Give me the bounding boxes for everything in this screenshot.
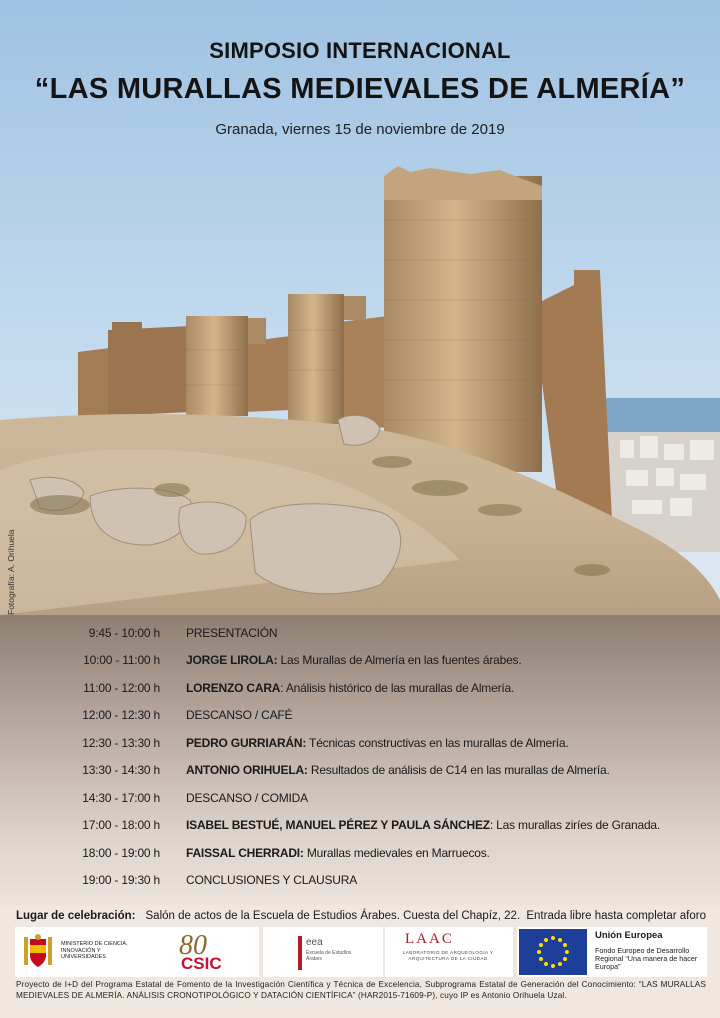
speaker: LORENZO CARA bbox=[186, 681, 281, 695]
eu-title: Unión Europea bbox=[595, 930, 663, 941]
talk-title: Resultados de análisis de C14 en las murallas de Almería. bbox=[307, 763, 610, 777]
talk-title: DESCANSO / COMIDA bbox=[186, 791, 308, 805]
schedule-row bbox=[0, 736, 720, 756]
schedule-time: 13:30 - 14:30 h bbox=[82, 763, 160, 777]
csic-80-mark: 80 bbox=[179, 930, 207, 961]
eu-flag-icon bbox=[519, 929, 587, 975]
event-title: “LAS MURALLAS MEDIEVALES DE ALMERÍA” bbox=[34, 73, 686, 105]
venue-line bbox=[16, 910, 520, 922]
eu-fund-text: Fondo Europeo de Desarrollo Regional “Una manera de hacer Europa” bbox=[595, 946, 698, 971]
schedule-time: 10:00 - 11:00 h bbox=[83, 653, 160, 667]
speaker: FAISSAL CHERRADI: bbox=[186, 846, 304, 860]
talk-title: : Análisis histórico de las murallas de Almería. bbox=[280, 681, 515, 695]
schedule-time: 12:30 - 13:30 h bbox=[82, 736, 160, 750]
schedule-time: 9:45 - 10:00 h bbox=[88, 626, 160, 640]
schedule-desc bbox=[186, 681, 514, 695]
schedule-time: 17:00 - 18:00 h bbox=[82, 818, 160, 832]
schedule-row bbox=[0, 818, 720, 838]
schedule-desc bbox=[186, 873, 357, 887]
schedule-desc bbox=[186, 626, 277, 640]
eu-logo bbox=[517, 927, 707, 977]
ministry-name: MINISTERIO DE CIENCIA, INNOVACIÓN Y UNIVERSIDADES bbox=[61, 941, 128, 960]
venue-address: Salón de actos de la Escuela de Estudios Árabes. Cuesta del Chapíz, 22. bbox=[145, 910, 521, 922]
talk-title: : Las murallas ziríes de Granada. bbox=[489, 818, 661, 832]
schedule-row bbox=[0, 626, 720, 646]
venue-label: Lugar de celebración: bbox=[16, 910, 136, 922]
event-kicker: SIMPOSIO INTERNACIONAL bbox=[209, 38, 511, 63]
schedule-desc bbox=[186, 736, 569, 750]
project-funding-note: Proyecto de I+D del Programa Estatal de Fomento de la Investigación Científica y Técnica de Excelencia, Subprograma Estatal de Generación del Conocimiento: “LAS MURALLAS MEDIEVALES DE ALMERÍA. ANÁLISIS CRONOTIPOLÓGICO Y DATACIÓN CIENTÍFICA” (HAR2015-71609-P), cuyo IP es Antonio Orihuela Uzal. bbox=[16, 980, 706, 1000]
photo-credit: Fotografía: A. Orihuela bbox=[6, 529, 16, 615]
talk-title: DESCANSO / CAFÉ bbox=[186, 708, 293, 722]
schedule-desc bbox=[186, 763, 610, 777]
speaker: ISABEL BESTUÉ, MANUEL PÉREZ Y PAULA SÁNCHEZ bbox=[186, 818, 490, 832]
schedule-row bbox=[0, 763, 720, 783]
eea-bar-icon bbox=[298, 936, 302, 970]
laac-logo bbox=[385, 927, 513, 977]
talk-title: Murallas medievales en Marruecos. bbox=[303, 846, 490, 860]
talk-title: Técnicas constructivas en las murallas de Almería. bbox=[306, 736, 569, 750]
coat-of-arms-icon bbox=[21, 933, 55, 971]
csic-wordmark: CSIC bbox=[181, 954, 222, 973]
schedule-time: 11:00 - 12:00 h bbox=[83, 681, 160, 695]
footer bbox=[0, 905, 720, 1018]
laac-wordmark: LAAC bbox=[405, 931, 454, 947]
schedule-row bbox=[0, 873, 720, 893]
program-schedule bbox=[0, 615, 720, 905]
schedule-row bbox=[0, 653, 720, 673]
eea-logo bbox=[263, 927, 383, 977]
eea-subtitle: Escuela de Estudios Árabes bbox=[306, 950, 352, 962]
talk-title: PRESENTACIÓN bbox=[186, 626, 278, 640]
schedule-time: 18:00 - 19:00 h bbox=[82, 846, 160, 860]
eu-stars-icon bbox=[519, 929, 587, 975]
schedule-time: 14:30 - 17:00 h bbox=[82, 791, 160, 805]
schedule-time: 19:00 - 19:30 h bbox=[82, 873, 160, 887]
talk-title: CONCLUSIONES Y CLAUSURA bbox=[186, 873, 358, 887]
schedule-desc bbox=[186, 791, 308, 805]
csic-logo bbox=[147, 927, 259, 977]
event-date: Granada, viernes 15 de noviembre de 2019 bbox=[215, 121, 505, 138]
schedule-row bbox=[0, 708, 720, 728]
schedule-desc bbox=[186, 818, 660, 832]
schedule-row bbox=[0, 681, 720, 701]
entry-note: Entrada libre hasta completar aforo bbox=[526, 910, 706, 922]
schedule-row bbox=[0, 791, 720, 811]
eea-wordmark: eea bbox=[306, 937, 323, 948]
speaker: PEDRO GURRIARÁN: bbox=[186, 736, 307, 750]
schedule-time: 12:00 - 12:30 h bbox=[82, 708, 160, 722]
sponsor-logos bbox=[13, 927, 707, 979]
laac-subtitle: LABORATORIO DE ARQUEOLOGÍA Y ARQUITECTURA DE LA CIUDAD bbox=[402, 950, 494, 961]
speaker: JORGE LIROLA: bbox=[186, 653, 278, 667]
speaker: ANTONIO ORIHUELA: bbox=[186, 763, 308, 777]
talk-title: Las Murallas de Almería en las fuentes árabes. bbox=[277, 653, 522, 667]
schedule-row bbox=[0, 846, 720, 866]
schedule-desc bbox=[186, 708, 292, 722]
schedule-desc bbox=[186, 846, 490, 860]
schedule-desc bbox=[186, 653, 521, 667]
ministry-logo bbox=[15, 927, 147, 977]
